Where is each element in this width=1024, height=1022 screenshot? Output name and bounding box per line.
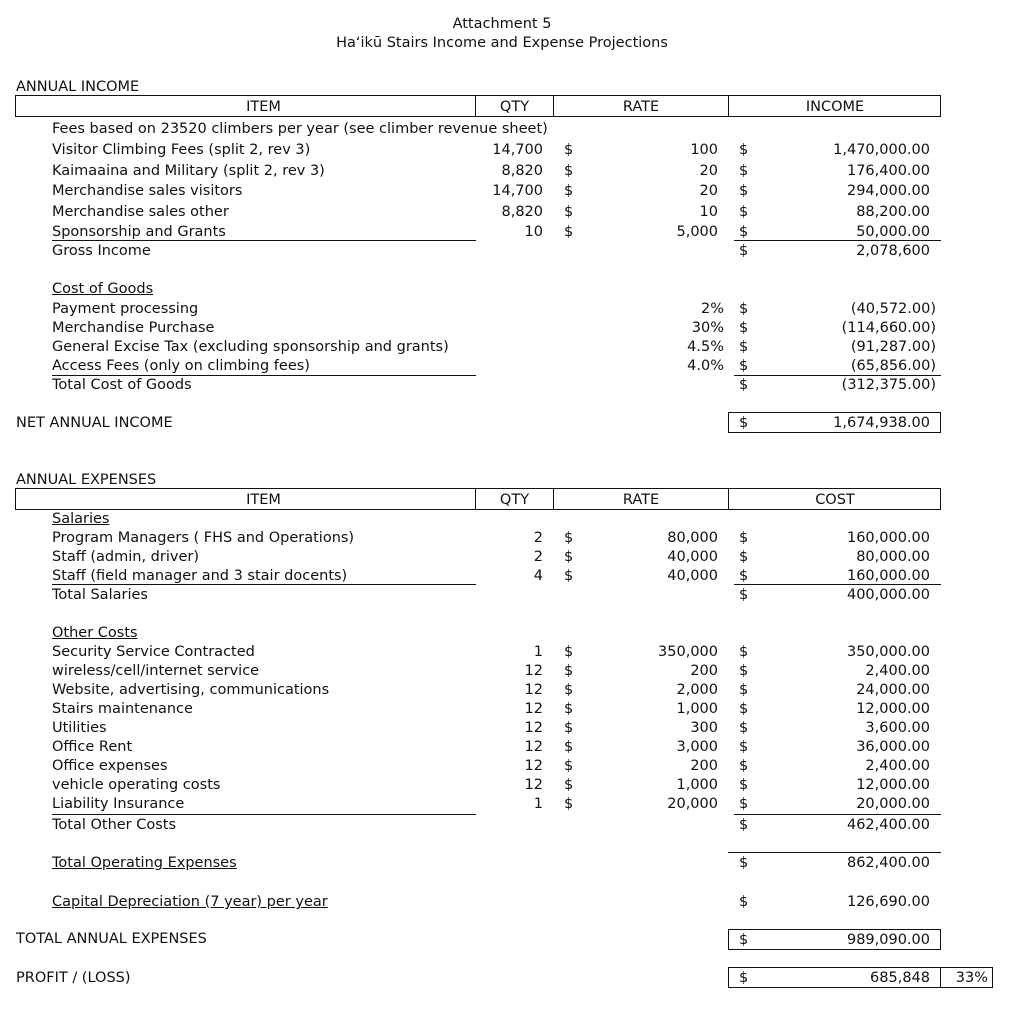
row-rate-sym: $ (564, 682, 574, 698)
row-item: vehicle operating costs (52, 777, 221, 793)
gross-income-label: Gross Income (52, 243, 151, 259)
row-rate-sym: $ (564, 720, 574, 736)
total-cog-sym: $ (739, 377, 749, 393)
row-amount: 176,400.00 (846, 162, 930, 179)
row-amount-sym: $ (739, 758, 749, 774)
row-item: Merchandise sales other (52, 203, 229, 220)
row-qty: 8,820 (501, 203, 543, 220)
profit-percent: 33% (955, 970, 988, 986)
row-amount: 24,000.00 (856, 682, 930, 698)
row-item: Merchandise Purchase (52, 320, 215, 336)
row-amount: 36,000.00 (856, 739, 930, 755)
row-amount-sym: $ (739, 568, 749, 584)
row-rate-sym: $ (564, 739, 574, 755)
row-qty: 2 (533, 549, 543, 565)
row-qty: 12 (524, 758, 543, 774)
other-costs-heading: Other Costs (52, 625, 138, 641)
row-rate-sym: $ (564, 530, 574, 546)
row-qty: 12 (524, 720, 543, 736)
row-item: Utilities (52, 720, 107, 736)
row-rate: 1,000 (676, 701, 718, 717)
row-rate: 3,000 (676, 739, 718, 755)
operating-expenses-amount: 862,400.00 (846, 855, 930, 871)
row-rate: 20 (699, 162, 718, 179)
attachment-label: Attachment 5 (452, 16, 552, 32)
row-rate: 40,000 (667, 549, 718, 565)
row-rate-sym: $ (564, 758, 574, 774)
row-rate-sym: $ (564, 796, 574, 812)
row-rate: 100 (690, 142, 718, 158)
row-item: Visitor Climbing Fees (split 2, rev 3) (52, 142, 311, 158)
expenses-col-item: ITEM (246, 492, 281, 508)
depreciation-label: Capital Depreciation (7 year) per year (52, 894, 328, 910)
row-amount: (40,572.00) (850, 301, 936, 317)
row-qty: 1 (533, 796, 543, 812)
row-rate: 20 (699, 183, 718, 199)
row-amount-sym: $ (739, 663, 749, 679)
row-item: General Excise Tax (excluding sponsorship and grants) (52, 339, 449, 355)
income-note: Fees based on 23520 climbers per year (see climber revenue sheet) (52, 121, 548, 137)
row-rate: 1,000 (676, 777, 718, 793)
total-other-amount: 462,400.00 (846, 817, 930, 833)
row-qty: 12 (524, 663, 543, 679)
row-item: Sponsorship and Grants (52, 224, 226, 240)
row-rate: 40,000 (667, 568, 718, 584)
row-rate: 80,000 (667, 530, 718, 546)
row-rate-sym: $ (564, 701, 574, 717)
row-amount-sym: $ (739, 183, 749, 199)
row-amount: 294,000.00 (846, 183, 930, 199)
row-amount-sym: $ (739, 358, 749, 374)
row-qty: 8,820 (501, 162, 543, 179)
income-col-item: ITEM (246, 99, 281, 115)
total-salaries-label: Total Salaries (52, 587, 148, 603)
row-amount: 160,000.00 (846, 530, 930, 546)
total-salaries-sym: $ (739, 587, 749, 603)
row-amount-sym: $ (739, 682, 749, 698)
row-amount: 2,400.00 (865, 663, 930, 679)
row-qty: 12 (524, 739, 543, 755)
row-rate-sym: $ (564, 183, 574, 199)
cost-of-goods-heading: Cost of Goods (52, 281, 154, 297)
row-amount: 350,000.00 (846, 644, 930, 660)
row-qty: 4 (533, 568, 543, 584)
row-amount: 2,400.00 (865, 758, 930, 774)
row-qty: 12 (524, 701, 543, 717)
row-qty: 12 (524, 777, 543, 793)
profit-sym: $ (739, 970, 749, 986)
row-rate: 30% (691, 320, 724, 336)
total-expenses-label: TOTAL ANNUAL EXPENSES (16, 931, 207, 947)
income-section-label: ANNUAL INCOME (16, 79, 140, 95)
row-amount-sym: $ (739, 530, 749, 546)
total-cog-amount: (312,375.00) (841, 377, 936, 393)
depreciation-sym: $ (739, 894, 749, 910)
row-amount-sym: $ (739, 701, 749, 717)
profit-label: PROFIT / (LOSS) (16, 970, 131, 986)
row-amount-sym: $ (739, 224, 749, 240)
row-amount-sym: $ (739, 301, 749, 317)
row-amount: 12,000.00 (856, 701, 930, 717)
row-rate: 350,000 (658, 644, 718, 660)
expenses-col-rate: RATE (622, 492, 660, 508)
row-amount-sym: $ (739, 339, 749, 355)
row-rate: 200 (690, 663, 718, 679)
row-rate-sym: $ (564, 224, 574, 240)
row-item: Payment processing (52, 301, 199, 317)
row-item: Access Fees (only on climbing fees) (52, 358, 310, 374)
depreciation-amount: 126,690.00 (846, 894, 930, 910)
row-amount-sym: $ (739, 796, 749, 812)
row-item: Staff (field manager and 3 stair docents) (52, 568, 348, 584)
row-amount: (114,660.00) (841, 320, 936, 336)
row-rate: 200 (690, 758, 718, 774)
income-col-qty: QTY (499, 99, 530, 115)
salaries-heading: Salaries (52, 511, 110, 527)
row-rate-sym: $ (564, 549, 574, 565)
row-amount-sym: $ (739, 142, 749, 158)
row-rate-sym: $ (564, 203, 574, 220)
row-amount: 1,470,000.00 (833, 142, 930, 158)
row-rate: 2,000 (676, 682, 718, 698)
row-amount-sym: $ (739, 777, 749, 793)
row-amount: 50,000.00 (856, 224, 930, 240)
row-item: Staff (admin, driver) (52, 549, 199, 565)
expenses-col-qty: QTY (499, 492, 530, 508)
income-col-rate: RATE (622, 99, 660, 115)
row-item: Merchandise sales visitors (52, 183, 243, 199)
row-amount: 12,000.00 (856, 777, 930, 793)
total-salaries-amount: 400,000.00 (846, 587, 930, 603)
profit-amount: 685,848 (870, 970, 930, 986)
row-amount-sym: $ (739, 162, 749, 179)
row-amount-sym: $ (739, 739, 749, 755)
row-amount-sym: $ (739, 720, 749, 736)
total-other-label: Total Other Costs (52, 817, 177, 833)
row-item: Stairs maintenance (52, 701, 193, 717)
row-rate-sym: $ (564, 568, 574, 584)
expenses-col-cost: COST (815, 492, 855, 508)
row-rate-sym: $ (564, 663, 574, 679)
row-rate: 4.0% (687, 358, 724, 374)
row-qty: 12 (524, 682, 543, 698)
row-amount: 160,000.00 (846, 568, 930, 584)
row-qty: 1 (533, 644, 543, 660)
row-rate-sym: $ (564, 644, 574, 660)
gross-income-amount: 2,078,600 (856, 243, 930, 259)
row-amount-sym: $ (739, 549, 749, 565)
row-qty: 14,700 (492, 183, 543, 199)
row-rate: 300 (690, 720, 718, 736)
row-rate: 10 (699, 203, 718, 220)
row-item: Security Service Contracted (52, 644, 255, 660)
row-amount-sym: $ (739, 644, 749, 660)
operating-expenses-sym: $ (739, 855, 749, 871)
row-rate: 5,000 (676, 224, 718, 240)
total-expenses-sym: $ (739, 932, 749, 948)
row-item: Office expenses (52, 758, 168, 774)
net-income-label: NET ANNUAL INCOME (16, 415, 173, 431)
net-income-sym: $ (739, 415, 749, 431)
total-other-sym: $ (739, 817, 749, 833)
row-item: Liability Insurance (52, 796, 185, 812)
gross-income-sym: $ (739, 243, 749, 259)
row-rate-sym: $ (564, 142, 574, 158)
row-amount: 20,000.00 (856, 796, 930, 812)
row-item: Website, advertising, communications (52, 682, 330, 698)
row-item: Office Rent (52, 739, 133, 755)
page-title: Haʻikū Stairs Income and Expense Projections (336, 35, 668, 51)
row-amount: 80,000.00 (856, 549, 930, 565)
operating-expenses-label: Total Operating Expenses (52, 855, 237, 871)
row-rate-sym: $ (564, 777, 574, 793)
total-expenses-amount: 989,090.00 (846, 932, 930, 948)
income-col-income: INCOME (805, 99, 865, 115)
row-item: Kaimaaina and Military (split 2, rev 3) (52, 162, 325, 179)
row-amount: 88,200.00 (856, 203, 930, 220)
total-cog-label: Total Cost of Goods (52, 377, 192, 393)
row-amount: (91,287.00) (850, 339, 936, 355)
row-item: Program Managers ( FHS and Operations) (52, 530, 355, 546)
row-item: wireless/cell/internet service (52, 663, 260, 679)
row-rate: 4.5% (687, 339, 724, 355)
row-amount: (65,856.00) (850, 358, 936, 374)
row-amount-sym: $ (739, 203, 749, 220)
expenses-section-label: ANNUAL EXPENSES (16, 472, 157, 488)
row-qty: 2 (533, 530, 543, 546)
row-amount: 3,600.00 (865, 720, 930, 736)
row-qty: 14,700 (492, 142, 543, 158)
row-qty: 10 (524, 224, 543, 240)
row-rate: 2% (700, 301, 724, 317)
row-amount-sym: $ (739, 320, 749, 336)
net-income-amount: 1,674,938.00 (833, 415, 930, 431)
row-rate: 20,000 (667, 796, 718, 812)
row-rate-sym: $ (564, 162, 574, 179)
